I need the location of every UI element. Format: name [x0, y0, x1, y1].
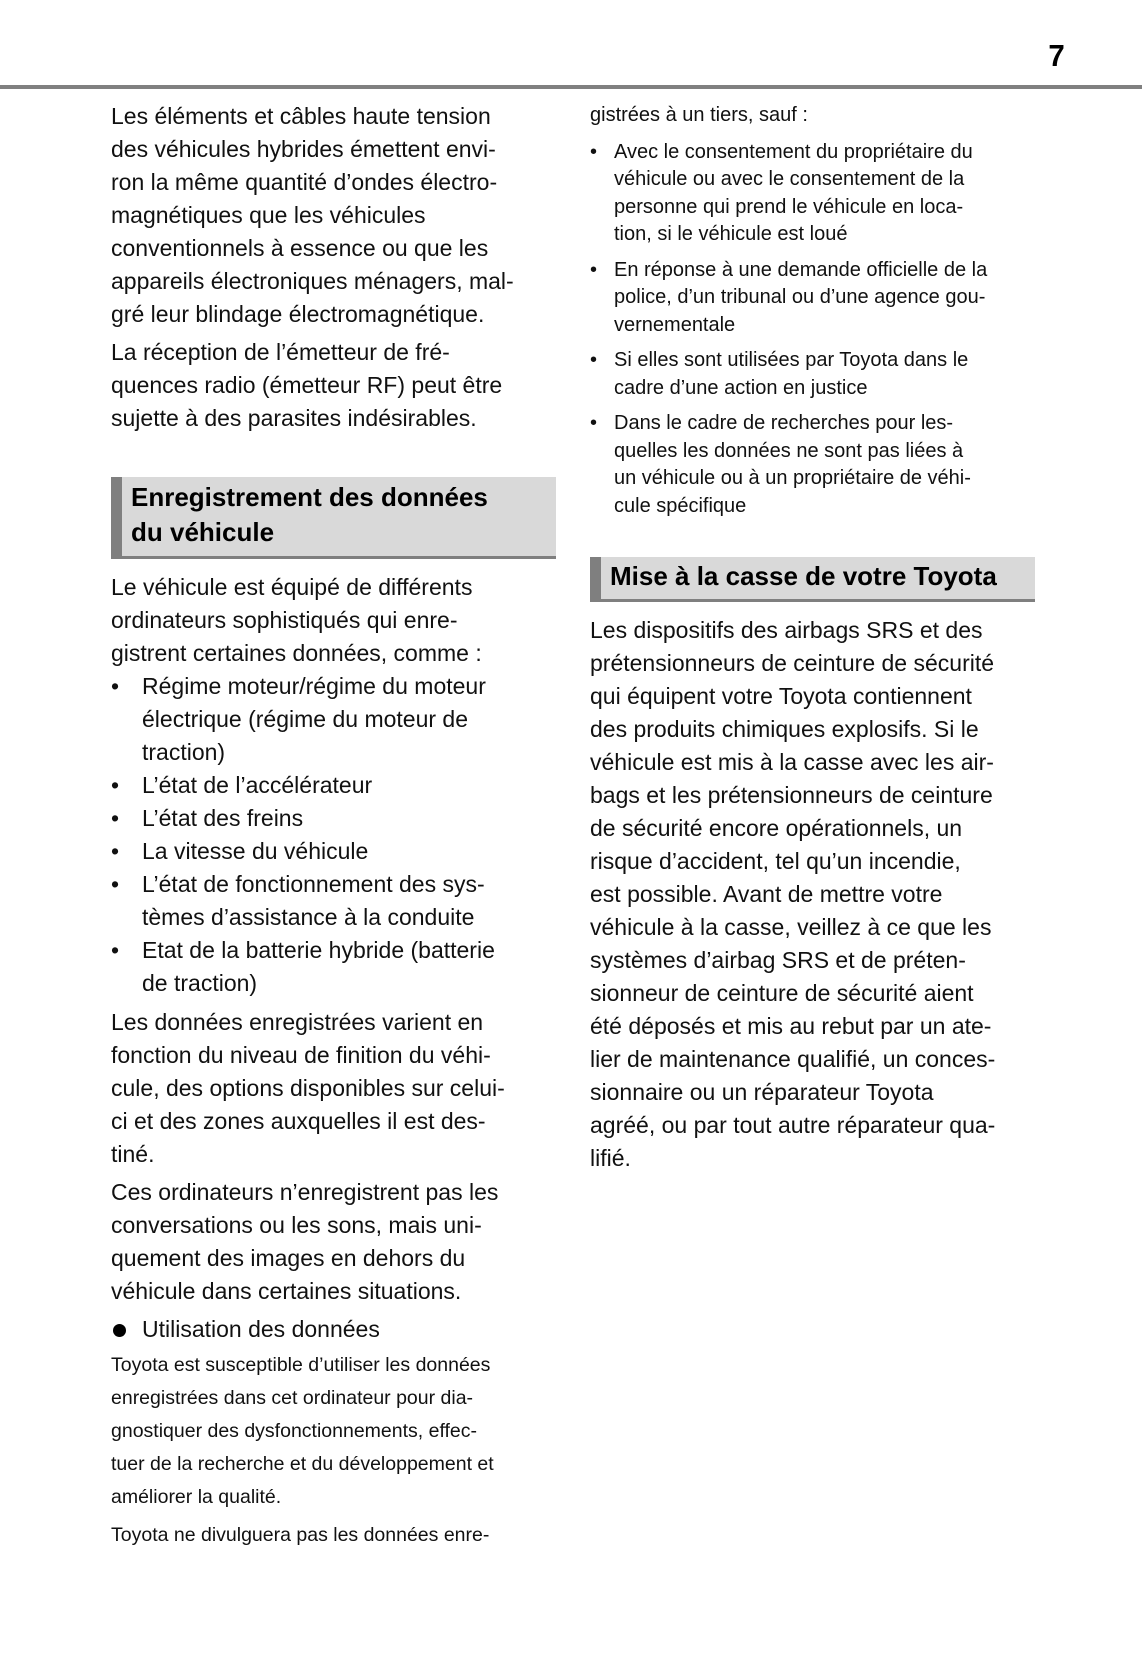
text-line: des véhicules hybrides émettent envi-: [111, 136, 496, 162]
text-line: Mise à la casse de votre Toyota: [610, 561, 997, 591]
section-heading-scrapping: [590, 557, 1035, 602]
text-line: cule, des options disponibles sur celui-: [111, 1075, 505, 1101]
text-line: sujette à des parasites indésirables.: [111, 405, 477, 431]
filled-circle-bullet-icon: [113, 1324, 126, 1337]
text-line: véhicule ou avec le consentement de la: [614, 168, 965, 190]
text-line: été déposés et mis au rebut par un ate-: [590, 1013, 992, 1039]
text-line: sionnaire ou un réparateur Toyota: [590, 1079, 934, 1105]
bullet-icon: •: [111, 838, 120, 864]
bullet-icon: •: [111, 937, 120, 963]
text-line: vernementale: [614, 313, 736, 336]
text-line: quences radio (émetteur RF) peut être: [111, 372, 503, 398]
text-line: cadre d’une action en justice: [614, 376, 868, 399]
paragraph-disclosure-continued: [590, 102, 1035, 130]
text-line: systèmes d’airbag SRS et de préten-: [590, 947, 966, 973]
header-rule: [0, 85, 1142, 89]
list-item: [590, 139, 1035, 249]
text-line: des produits chimiques explosifs. Si le: [590, 716, 979, 742]
bullet-icon: •: [111, 673, 120, 699]
section-heading-data-recording: [111, 477, 556, 559]
text-line: appareils électroniques ménagers, mal-: [111, 268, 514, 294]
section-heading-text: [131, 480, 548, 550]
text-line: prétensionneurs de ceinture de sécurité: [590, 650, 995, 676]
page-number: 7: [1048, 38, 1065, 73]
text-line: Ces ordinateurs n’enregistrent pas les: [111, 1179, 499, 1205]
text-line: véhicule est mis à la casse avec les air-: [590, 749, 994, 775]
text-line: tiné.: [111, 1141, 155, 1167]
text-line: Si elles sont utilisées par Toyota dans le: [614, 349, 969, 371]
text-line: Les données enregistrées varient en: [111, 1009, 484, 1035]
list-item: [111, 670, 556, 769]
text-line: Le véhicule est équipé de différents: [111, 574, 473, 600]
text-line: gnostiquer des dysfonctionnements, effec-: [111, 1420, 478, 1442]
list-item: [111, 802, 556, 835]
paragraph-data-variation: [111, 1006, 556, 1171]
text-line: Les dispositifs des airbags SRS et des: [590, 617, 983, 643]
text-line: véhicule dans certaines situations.: [111, 1278, 462, 1304]
text-line: L’état des freins: [142, 805, 304, 831]
text-line: cule spécifique: [614, 494, 747, 517]
text-line: En réponse à une demande officielle de la: [614, 258, 988, 281]
text-line: tuer de la recherche et du développement et: [111, 1453, 494, 1475]
text-line: traction): [142, 739, 226, 765]
text-line: lier de maintenance qualifié, un conces-: [590, 1046, 996, 1072]
text-line: Toyota ne divulguera pas les données enre-: [111, 1524, 490, 1546]
bullet-icon: •: [590, 258, 598, 281]
text-line: fonction du niveau de finition du véhi-: [111, 1042, 491, 1068]
text-line: Etat de la batterie hybride (batterie: [142, 937, 495, 963]
text-line: L’état de l’accélérateur: [142, 772, 373, 798]
text-line: qui équipent votre Toyota contiennent: [590, 683, 972, 709]
text-line: de sécurité encore opérationnels, un: [590, 815, 963, 841]
text-line: Enregistrement des données: [131, 482, 488, 512]
usage-subheading-text: Utilisation des données: [142, 1316, 380, 1342]
text-line: police, d’un tribunal ou d’une agence gou-: [614, 286, 986, 308]
paragraph-rf-interference: [111, 336, 556, 435]
paragraph-emissions: [111, 100, 556, 331]
paragraph-data-usage: [111, 1349, 556, 1514]
text-line: Toyota est susceptible d’utiliser les données: [111, 1354, 491, 1376]
paragraph-no-audio: [111, 1176, 556, 1308]
text-line: conversations ou les sons, mais uni-: [111, 1212, 482, 1238]
list-item: [590, 347, 1035, 402]
text-line: ron la même quantité d’ondes électro-: [111, 169, 498, 195]
text-line: Avec le consentement du propriétaire du: [614, 140, 973, 163]
list-item: [590, 257, 1035, 340]
paragraph-disclosure-start: [111, 1519, 556, 1552]
bullet-icon: •: [590, 140, 598, 163]
text-line: véhicule à la casse, veillez à ce que les: [590, 914, 992, 940]
paragraph-section-intro: [111, 571, 556, 670]
text-line: La réception de l’émetteur de fré-: [111, 339, 450, 365]
text-line: quelles les données ne sont pas liées à: [614, 439, 964, 462]
text-line: La vitesse du véhicule: [142, 838, 369, 864]
text-line: magnétiques que les véhicules: [111, 202, 426, 228]
text-line: bags et les prétensionneurs de ceinture: [590, 782, 993, 808]
text-line: Dans le cadre de recherches pour les-: [614, 412, 954, 434]
text-line: électrique (régime du moteur de: [142, 706, 468, 732]
text-line: lifié.: [590, 1145, 631, 1171]
text-line: Les éléments et câbles haute tension: [111, 103, 491, 129]
text-line: Régime moteur/régime du moteur: [142, 673, 486, 699]
recorded-data-list: [111, 670, 556, 1000]
text-line: gistrent certaines données, comme :: [111, 640, 482, 666]
text-line: personne qui prend le véhicule en loca-: [614, 195, 964, 218]
bullet-icon: •: [590, 349, 598, 371]
text-line: enregistrées dans cet ordinateur pour dia-: [111, 1387, 474, 1409]
paragraph-scrapping: [590, 614, 1035, 1175]
text-line: L’état de fonctionnement des sys-: [142, 871, 485, 897]
text-line: quement des images en dehors du: [111, 1245, 466, 1271]
text-line: ordinateurs sophistiqués qui enre-: [111, 607, 458, 633]
text-line: ci et des zones auxquelles il est des-: [111, 1108, 486, 1134]
bullet-icon: •: [111, 772, 120, 798]
text-line: gré leur blindage électromagnétique.: [111, 301, 485, 327]
left-column: [111, 100, 556, 1557]
list-item: [111, 868, 556, 934]
usage-subheading: [111, 1313, 556, 1346]
disclosure-exceptions-list: [590, 139, 1035, 521]
text-line: un véhicule ou à un propriétaire de véhi-: [614, 467, 971, 489]
text-line: risque d’accident, tel qu’un incendie,: [590, 848, 961, 874]
bullet-icon: •: [590, 412, 598, 434]
text-line: tèmes d’assistance à la conduite: [142, 904, 475, 930]
list-item: [111, 934, 556, 1000]
text-line: gistrées à un tiers, sauf :: [590, 104, 808, 126]
text-line: du véhicule: [131, 517, 275, 547]
text-line: agréé, ou par tout autre réparateur qua-: [590, 1112, 996, 1138]
list-item: [111, 835, 556, 868]
text-line: conventionnels à essence ou que les: [111, 235, 489, 261]
list-item: [590, 410, 1035, 520]
text-line: sionneur de ceinture de sécurité aient: [590, 980, 974, 1006]
list-item: [111, 769, 556, 802]
text-line: de traction): [142, 970, 258, 996]
bullet-icon: •: [111, 871, 120, 897]
right-column: [590, 102, 1035, 1180]
text-line: améliorer la qualité.: [111, 1486, 282, 1508]
text-line: tion, si le véhicule est loué: [614, 223, 848, 245]
section-heading-text: [610, 559, 1027, 594]
text-line: est possible. Avant de mettre votre: [590, 881, 943, 907]
bullet-icon: •: [111, 805, 120, 831]
